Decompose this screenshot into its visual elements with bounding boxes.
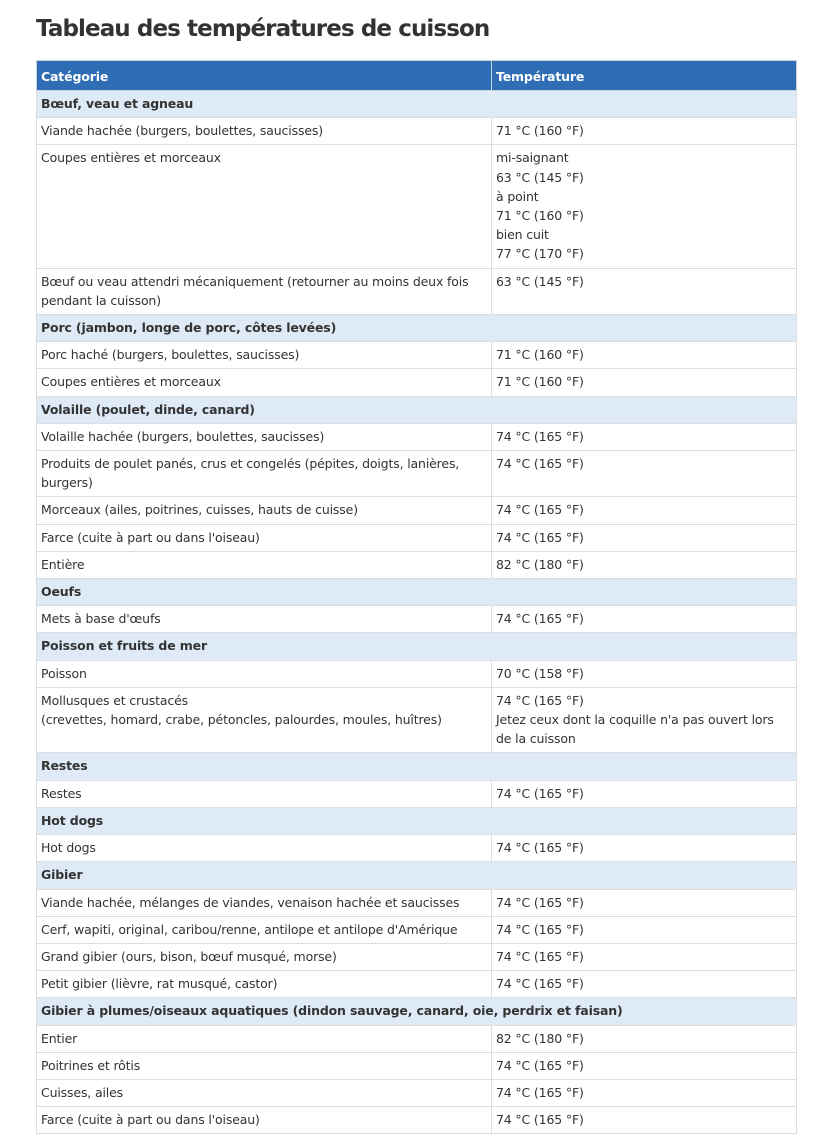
table-row (37, 660, 797, 687)
table-row (37, 342, 797, 369)
table-row (37, 451, 797, 497)
table-row (37, 606, 797, 633)
temperature-text: 71 °C (160 °F) (496, 347, 584, 363)
category-text: Farce (cuite à part ou dans l'oiseau) (41, 529, 260, 545)
category-text: Bœuf ou veau attendri mécaniquement (retourner au moins deux fois pendant la cuisson) (41, 273, 469, 308)
cooking-temperature-table (36, 60, 797, 1134)
category-cell (37, 943, 492, 970)
table-row (37, 145, 797, 268)
category-text: Morceaux (ailes, poitrines, cuisses, hauts de cuisse) (41, 502, 358, 518)
category-text: Hot dogs (41, 840, 96, 856)
section-row (37, 315, 797, 342)
table-row (37, 497, 797, 524)
section-row (37, 998, 797, 1025)
category-cell (37, 660, 492, 687)
category-cell (37, 835, 492, 862)
temperature-text: 74 °C (165 °F) (496, 529, 584, 545)
category-text: (crevettes, homard, crabe, pétoncles, palourdes, moules, huîtres) (41, 712, 442, 728)
temperature-text: 82 °C (180 °F) (496, 1030, 584, 1046)
category-text: Entière (41, 556, 85, 572)
temperature-text: 74 °C (165 °F) (496, 894, 584, 910)
category-text: Coupes entières et morceaux (41, 150, 221, 166)
category-cell (37, 1079, 492, 1106)
category-text: Viande hachée (burgers, boulettes, saucisses) (41, 123, 323, 139)
category-cell (37, 1025, 492, 1052)
section-heading: Porc (jambon, longe de porc, côtes levées) (37, 315, 797, 342)
category-text: Grand gibier (ours, bison, bœuf musqué, morse) (41, 948, 337, 964)
category-text: Viande hachée, mélanges de viandes, venaison hachée et saucisses (41, 894, 460, 910)
temperature-cell (492, 451, 797, 497)
section-heading: Poisson et fruits de mer (37, 633, 797, 660)
section-heading: Hot dogs (37, 807, 797, 834)
temperature-text: 74 °C (165 °F) (496, 948, 584, 964)
category-cell (37, 606, 492, 633)
category-cell (37, 268, 492, 314)
temperature-cell (492, 1025, 797, 1052)
column-header-temperature: Température (492, 61, 797, 91)
temperature-cell (492, 780, 797, 807)
category-text: Porc haché (burgers, boulettes, saucisses) (41, 347, 300, 363)
temperature-text: 74 °C (165 °F) (496, 428, 584, 444)
temperature-text: 82 °C (180 °F) (496, 556, 584, 572)
temperature-cell (492, 423, 797, 450)
category-text: Entier (41, 1030, 78, 1046)
table-row (37, 943, 797, 970)
temperature-text: 74 °C (165 °F) (496, 921, 584, 937)
category-cell (37, 687, 492, 753)
page-title: Tableau des températures de cuisson (36, 16, 490, 42)
table-row (37, 780, 797, 807)
table-row (37, 369, 797, 396)
table-row (37, 268, 797, 314)
temperature-text: 70 °C (158 °F) (496, 665, 584, 681)
temperature-cell (492, 1107, 797, 1134)
temperature-cell (492, 1079, 797, 1106)
temperature-text: 74 °C (165 °F) (496, 1112, 584, 1128)
table-row (37, 971, 797, 998)
table-row (37, 687, 797, 753)
category-cell (37, 780, 492, 807)
section-heading: Restes (37, 753, 797, 780)
temperature-cell (492, 268, 797, 314)
temperature-cell (492, 524, 797, 551)
table-row (37, 1052, 797, 1079)
category-text: Poitrines et rôtis (41, 1057, 141, 1073)
temperature-text: bien cuit (496, 227, 549, 243)
category-cell (37, 118, 492, 145)
temperature-cell (492, 369, 797, 396)
temperature-cell (492, 551, 797, 578)
temperature-text: 63 °C (145 °F) (496, 273, 584, 289)
temperature-cell (492, 687, 797, 753)
section-row (37, 633, 797, 660)
category-cell (37, 497, 492, 524)
temperature-text: 74 °C (165 °F) (496, 785, 584, 801)
temperature-cell (492, 118, 797, 145)
section-row (37, 807, 797, 834)
category-text: Farce (cuite à part ou dans l'oiseau) (41, 1112, 260, 1128)
temperature-text: à point (496, 188, 539, 204)
category-cell (37, 451, 492, 497)
category-text: Mets à base d'œufs (41, 611, 161, 627)
section-row (37, 753, 797, 780)
temperature-cell (492, 835, 797, 862)
temperature-cell (492, 342, 797, 369)
category-text: Cerf, wapiti, original, caribou/renne, antilope et antilope d'Amérique (41, 921, 458, 937)
temperature-text: Jetez ceux dont la coquille n'a pas ouvert lors de la cuisson (496, 712, 774, 747)
table-row (37, 1107, 797, 1134)
table-header-row (37, 61, 797, 91)
table-row (37, 1025, 797, 1052)
table-row (37, 524, 797, 551)
temperature-text: 71 °C (160 °F) (496, 374, 584, 390)
temperature-text: 74 °C (165 °F) (496, 1057, 584, 1073)
temperature-cell (492, 971, 797, 998)
temperature-cell (492, 943, 797, 970)
category-text: Mollusques et crustacés (41, 692, 189, 708)
temperature-cell (492, 606, 797, 633)
category-text: Petit gibier (lièvre, rat musqué, castor) (41, 976, 278, 992)
section-heading: Oeufs (37, 579, 797, 606)
section-row (37, 579, 797, 606)
section-heading: Gibier (37, 862, 797, 889)
category-text: Produits de poulet panés, crus et congelés (pépites, doigts, lanières, burgers) (41, 456, 460, 491)
category-cell (37, 342, 492, 369)
temperature-text: 74 °C (165 °F) (496, 502, 584, 518)
category-cell (37, 916, 492, 943)
temperature-text: mi-saignant (496, 150, 569, 166)
table-row (37, 118, 797, 145)
table-row (37, 551, 797, 578)
table-row (37, 916, 797, 943)
section-heading: Volaille (poulet, dinde, canard) (37, 396, 797, 423)
category-cell (37, 551, 492, 578)
category-cell (37, 423, 492, 450)
temperature-cell (492, 1052, 797, 1079)
temperature-cell (492, 889, 797, 916)
temperature-text: 74 °C (165 °F) (496, 611, 584, 627)
section-heading: Bœuf, veau et agneau (37, 91, 797, 118)
temperature-cell (492, 916, 797, 943)
section-row (37, 862, 797, 889)
category-text: Volaille hachée (burgers, boulettes, saucisses) (41, 428, 325, 444)
table-row (37, 835, 797, 862)
category-text: Restes (41, 785, 82, 801)
temperature-text: 74 °C (165 °F) (496, 1084, 584, 1100)
table-body (37, 91, 797, 1134)
section-row (37, 91, 797, 118)
section-row (37, 396, 797, 423)
temperature-text: 71 °C (160 °F) (496, 208, 584, 224)
table-row (37, 889, 797, 916)
temperature-text: 74 °C (165 °F) (496, 692, 584, 708)
section-heading: Gibier à plumes/oiseaux aquatiques (dindon sauvage, canard, oie, perdrix et faisan) (37, 998, 797, 1025)
category-text: Cuisses, ailes (41, 1084, 124, 1100)
category-cell (37, 889, 492, 916)
category-cell (37, 971, 492, 998)
category-cell (37, 1052, 492, 1079)
category-text: Coupes entières et morceaux (41, 374, 221, 390)
temperature-cell (492, 497, 797, 524)
table-row (37, 1079, 797, 1106)
temperature-text: 74 °C (165 °F) (496, 456, 584, 472)
temperature-cell (492, 145, 797, 268)
category-cell (37, 369, 492, 396)
category-cell (37, 1107, 492, 1134)
category-text: Poisson (41, 665, 87, 681)
temperature-text: 77 °C (170 °F) (496, 246, 584, 262)
category-cell (37, 524, 492, 551)
temperature-text: 71 °C (160 °F) (496, 123, 584, 139)
temperature-text: 63 °C (145 °F) (496, 169, 584, 185)
table-row (37, 423, 797, 450)
column-header-category: Catégorie (37, 61, 492, 91)
temperature-text: 74 °C (165 °F) (496, 976, 584, 992)
category-cell (37, 145, 492, 268)
temperature-cell (492, 660, 797, 687)
temperature-text: 74 °C (165 °F) (496, 840, 584, 856)
